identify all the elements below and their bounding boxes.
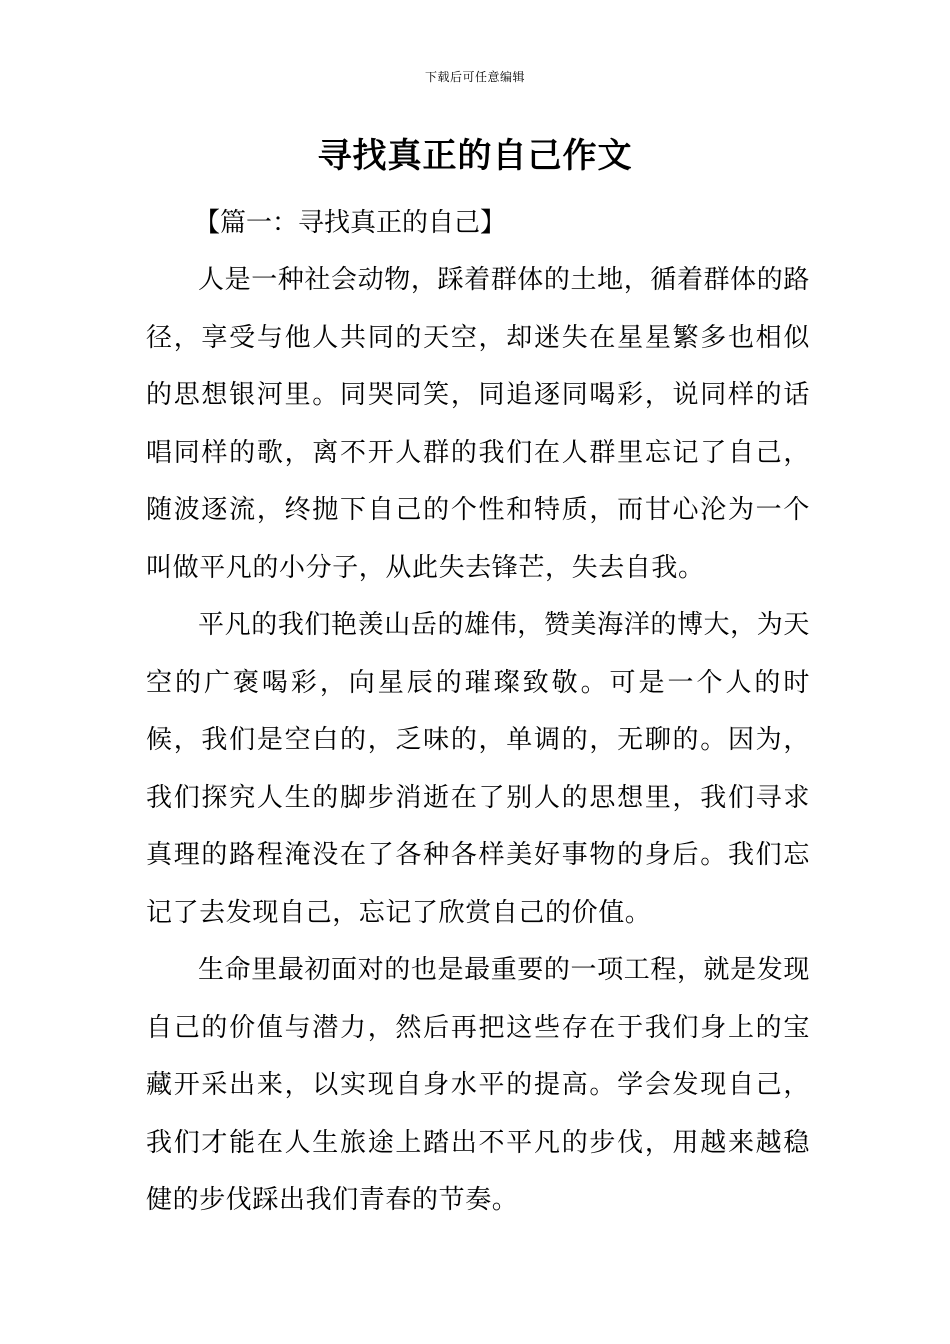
section-heading: 【篇一：寻找真正的自己】 (194, 208, 507, 238)
page-title: 寻找真正的自己作文 (317, 136, 633, 176)
paragraph: 生命里最初面对的也是最重要的一项工程，就是发现自己的价值与潜力，然后再把这些存在于我们身上的宝藏开采出来，以实现自身水平的提高。学会发现自己，我们才能在人生旅途上踏出不平凡的步伐，用越来越稳健的步伐踩出我们青春的节奏。 (146, 955, 810, 1215)
header-note: 下载后可任意编辑 (424, 70, 525, 84)
document-body (146, 194, 810, 1230)
paragraph: 平凡的我们艳羡山岳的雄伟，赞美海洋的博大，为天空的广褒喝彩，向星辰的璀璨致敬。可是一个人的时候，我们是空白的，乏味的，单调的，无聊的。因为，我们探究人生的脚步消逝在了别人的思想里，我们寻求真理的路程淹没在了各种各样美好事物的身后。我们忘记了去发现自己，忘记了欣赏自己的价值。 (146, 610, 810, 928)
paragraph: 人是一种社会动物，踩着群体的土地，循着群体的路径，享受与他人共同的天空，却迷失在星星繁多也相似的思想银河里。同哭同笑，同追逐同喝彩，说同样的话唱同样的歌，离不开人群的我们在人群里忘记了自己，随波逐流，终抛下自己的个性和特质，而甘心沦为一个叫做平凡的小分子，从此失去锋芒，失去自我。 (146, 265, 810, 583)
